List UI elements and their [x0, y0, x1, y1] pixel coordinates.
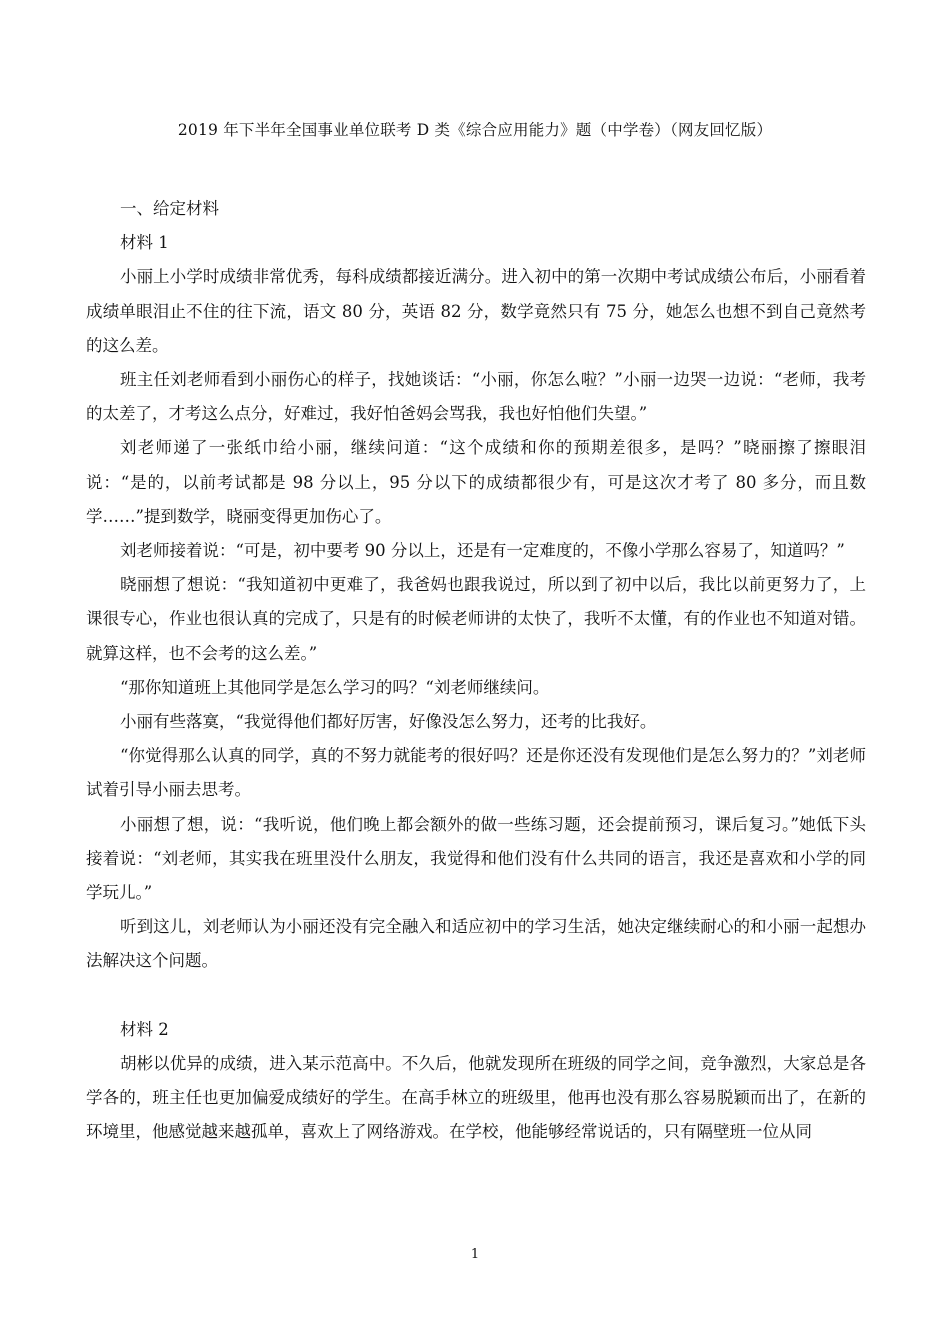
- paragraph: “那你知道班上其他同学是怎么学习的吗？“刘老师继续问。: [120, 677, 550, 697]
- paragraph: 小丽有些落寞，“我觉得他们都好厉害，好像没怎么努力，还考的比我好。: [120, 712, 657, 732]
- paragraph: 小丽想了想，说：“我听说，他们晚上都会额外的做一些练习题，还会提前预习，课后复习。”她低下头接着说：“刘老师，其实我在班里没什么朋友，我觉得和他们没有什么共同的语言，我还是喜欢和小学的同学玩儿。”: [86, 814, 866, 903]
- paragraph: 班主任刘老师看到小丽伤心的样子，找她谈话：“小丽，你怎么啦？”小丽一边哭一边说：“老师，我考的太差了，才考这么点分，好难过，我好怕爸妈会骂我，我也好怕他们失望。”: [86, 370, 866, 424]
- material-2-label: 材料 2: [120, 1019, 169, 1039]
- paragraph: “你觉得那么认真的同学，真的不努力就能考的很好吗？还是你还没有发现他们是怎么努力的？”刘老师试着引导小丽去思考。: [86, 746, 866, 800]
- paragraph: 刘老师递了一张纸巾给小丽，继续问道：“这个成绩和你的预期差很多，是吗？”晓丽擦了擦眼泪说：“是的，以前考试都是 98 分以上，95 分以下的成绩都很少有，可是这次才考了 80 多分，而且数学……”提到数学，晓丽变得更加伤心了。: [86, 438, 866, 526]
- document-body: [86, 192, 866, 1149]
- paragraph: 听到这儿，刘老师认为小丽还没有完全融入和适应初中的学习生活，她决定继续耐心的和小丽一起想办法解决这个问题。: [86, 917, 866, 971]
- document-title: 2019 年下半年全国事业单位联考 D 类《综合应用能力》题（中学卷）（网友回忆版）: [177, 121, 773, 139]
- paragraph: 小丽上小学时成绩非常优秀，每科成绩都接近满分。进入初中的第一次期中考试成绩公布后，小丽看着成绩单眼泪止不住的往下流，语文 80 分，英语 82 分，数学竟然只有 75 分，她怎么也想不到自己竟然考的这么差。: [86, 267, 866, 355]
- page-number: 1: [470, 1247, 480, 1262]
- paragraph: 刘老师接着说：“可是，初中要考 90 分以上，还是有一定难度的，不像小学那么容易了，知道吗？”: [120, 541, 845, 561]
- section-heading: 一、给定材料: [120, 199, 219, 218]
- paragraph: 晓丽想了想说：“我知道初中更难了，我爸妈也跟我说过，所以到了初中以后，我比以前更努力了，上课很专心，作业也很认真的完成了，只是有的时候老师讲的太快了，我听不太懂，有的作业也不知道对错。就算这样，也不会考的这么差。”: [86, 575, 866, 663]
- paragraph: 胡彬以优异的成绩，进入某示范高中。不久后，他就发现所在班级的同学之间，竞争激烈，大家总是各学各的，班主任也更加偏爱成绩好的学生。在高手林立的班级里，他再也没有那么容易脱颖而出了，在新的环境里，他感觉越来越孤单，喜欢上了网络游戏。在学校，他能够经常说话的，只有隔壁班一位从同: [86, 1053, 866, 1142]
- material-1-label: 材料 1: [120, 233, 169, 253]
